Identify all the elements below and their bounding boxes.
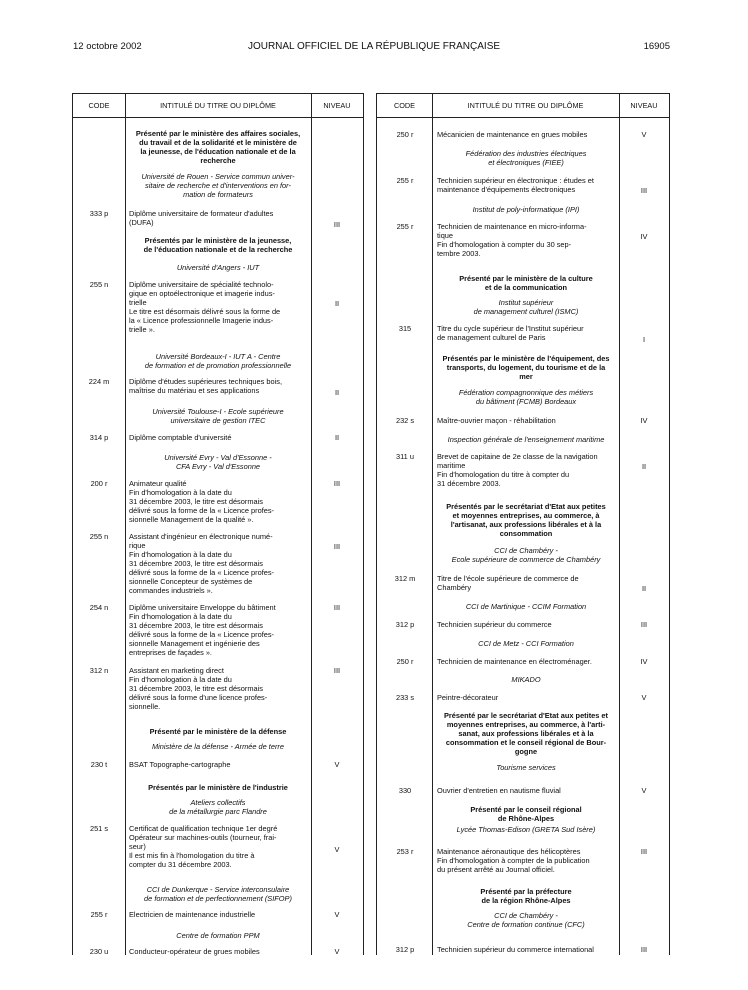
table-header xyxy=(73,93,363,118)
title-name: Diplôme comptable d'université xyxy=(129,433,232,442)
title-name: Brevet de capitaine de 2e classe de la navigation maritime Fin d'homologation du titre à compter du 31 décembre 2003. xyxy=(437,452,598,488)
organisation: CCI de Martinique - CCIM Formation xyxy=(465,602,587,611)
organisation: Lycée Thomas-Edison (GRETA Sud Isère) xyxy=(456,825,596,834)
organisation: CCI de Chambéry - Centre de formation continue (CFC) xyxy=(467,911,585,929)
column-divider xyxy=(619,93,620,955)
title-code: 250 r xyxy=(396,657,414,666)
section-heading: Présenté par la préfecture de la région Rhône-Alpes xyxy=(480,887,572,905)
section-heading: Présenté par le ministère des affaires sociales, du travail et de la solidarité et le ministère de la jeunesse, de l'éducation nationale et de la recherche xyxy=(135,129,301,165)
table-header xyxy=(377,93,669,118)
title-name: Maître-ouvrier maçon - réhabilitation xyxy=(437,416,556,425)
title-code: 255 n xyxy=(89,532,109,541)
col-title-header: INTITULÉ DU TITRE OU DIPLÔME xyxy=(160,101,276,110)
title-level: III xyxy=(640,186,648,195)
title-code: 250 r xyxy=(396,130,414,139)
page-number: 16905 xyxy=(643,41,670,52)
title-name: Electricien de maintenance industrielle xyxy=(129,910,256,919)
title-level: IV xyxy=(640,657,648,666)
title-code: 251 s xyxy=(89,824,109,833)
title-name: BSAT Topographe-cartographe xyxy=(129,760,231,769)
section-heading: Présentés par le ministère de l'équipement, des transports, du logement, du tourisme et de la mer xyxy=(442,354,610,381)
title-name: Diplôme universitaire de formateur d'adultes (DUFA) xyxy=(129,209,274,227)
title-name: Peintre-décorateur xyxy=(437,693,499,702)
title-name: Animateur qualité Fin d'homologation à la date du 31 décembre 2003, le titre est désormais délivré sous la forme de la « Licence profes- sionnelle Management de la qualité ». xyxy=(129,479,275,524)
title-name: Assistant en marketing direct Fin d'homologation à la date du 31 décembre 2003, le titre est désormais délivré sous la forme d'une licence profes- sionnelle. xyxy=(129,666,268,711)
title-name: Technicien supérieur du commerce xyxy=(437,620,552,629)
title-name: Certificat de qualification technique 1er degré Opérateur sur machines-outils (tourneur, frai- seur) Il est mis fin à l'homologation du titre à compter du 31 décembre 2003. xyxy=(129,824,278,869)
section-heading: Présenté par le ministère de la culture et de la communication xyxy=(459,274,593,292)
title-name: Diplôme universitaire Enveloppe du bâtiment Fin d'homologation à la date du 31 décembre 2003, le titre est désormais délivré sous la forme de la « Licence profes- sionnelle Management et ingénierie des entreprises de façades ». xyxy=(129,603,276,657)
title-code: 312 m xyxy=(394,574,416,583)
title-name: Titre du cycle supérieur de l'Institut supérieur de management culturel de Paris xyxy=(437,324,584,342)
title-code: 255 r xyxy=(90,910,108,919)
title-level: II xyxy=(334,299,340,308)
left-table xyxy=(72,93,364,955)
title-code: 233 s xyxy=(395,693,415,702)
column-divider xyxy=(432,93,433,955)
organisation: Fédération compagnonnique des métiers du bâtiment (FCMB) Bordeaux xyxy=(458,388,594,406)
title-level: V xyxy=(334,760,340,769)
title-code: 224 m xyxy=(88,377,110,386)
right-table xyxy=(376,93,670,955)
organisation: Université Bordeaux-I - IUT A - Centre de formation et de promotion professionnelle xyxy=(144,352,292,370)
title-level: V xyxy=(334,910,340,919)
col-title-header: INTITULÉ DU TITRE OU DIPLÔME xyxy=(467,101,584,110)
section-heading: Présentés par le ministère de l'industrie xyxy=(148,783,288,792)
title-level: V xyxy=(334,845,340,854)
title-name: Conducteur-opérateur de grues mobiles xyxy=(129,947,260,956)
title-code: 315 xyxy=(398,324,412,333)
title-code: 312 p xyxy=(395,620,415,629)
title-code: 254 n xyxy=(89,603,109,612)
title-level: I xyxy=(642,335,646,344)
section-heading: Présentés par le secrétariat d'Etat aux petites et moyennes entreprises, au commerce, à l'artisanat, aux professions libérales et à la consommation xyxy=(446,502,606,538)
section-heading: Présenté par le secrétariat d'Etat aux petites et moyennes entreprises, au commerce, à l'arti- sanat, aux professions libérales et à la consommation et le conseil régional de Bour- gogne xyxy=(443,711,608,756)
title-level: III xyxy=(333,220,341,229)
title-name: Technicien de maintenance en micro-informa- tique Fin d'homologation à compter du 30 sep- tembre 2003. xyxy=(437,222,587,258)
organisation: Tourisme services xyxy=(496,763,556,772)
section-heading: Présentés par le ministère de la jeunesse, de l'éducation nationale et de la recherche xyxy=(143,236,293,254)
section-heading: Présenté par le ministère de la défense xyxy=(149,727,287,736)
organisation: CCI de Dunkerque - Service interconsulaire de formation et de perfectionnement (SIFOP) xyxy=(144,885,292,903)
title-level: V xyxy=(334,947,340,956)
title-name: Diplôme d'études supérieures techniques bois, maîtrise du matériau et ses applications xyxy=(129,377,283,395)
col-code-header: CODE xyxy=(88,101,110,110)
title-code: 230 u xyxy=(89,947,109,956)
organisation: Ateliers collectifs de la métallurgie parc Flandre xyxy=(169,798,267,816)
organisation: Fédération des industries électriques et électroniques (FIEE) xyxy=(465,149,587,167)
title-code: 255 r xyxy=(396,222,414,231)
title-code: 200 r xyxy=(90,479,108,488)
organisation: Institut supérieur de management culturel (ISMC) xyxy=(473,298,579,316)
title-code: 253 r xyxy=(396,847,414,856)
col-level-header: NIVEAU xyxy=(630,101,658,110)
title-level: IV xyxy=(640,232,648,241)
title-name: Maintenance aéronautique des hélicoptères Fin d'homologation à compter de la publication du présent arrêté au Journal officiel. xyxy=(437,847,590,874)
title-name: Titre de l'école supérieure de commerce de Chambéry xyxy=(437,574,579,592)
title-level: III xyxy=(333,603,341,612)
title-level: III xyxy=(640,620,648,629)
title-level: III xyxy=(333,666,341,675)
title-code: 312 n xyxy=(89,666,109,675)
organisation: Ministère de la défense - Armée de terre xyxy=(152,742,284,751)
col-code-header: CODE xyxy=(393,101,416,110)
title-level: II xyxy=(334,388,340,397)
title-name: Assistant d'ingénieur en électronique numé- rique Fin d'homologation à la date du 31 décembre 2003, le titre est désormais délivré sous la forme de la « Licence profes- sionnelle Concepteur de systèmes de commandes industriels ». xyxy=(129,532,275,595)
column-divider xyxy=(125,93,126,955)
title-level: V xyxy=(641,693,647,702)
title-level: V xyxy=(641,130,647,139)
title-code: 255 r xyxy=(396,176,414,185)
title-level: V xyxy=(641,786,647,795)
organisation: CCI de Metz - CCI Formation xyxy=(478,639,574,648)
title-code: 255 n xyxy=(89,280,109,289)
title-name: Technicien de maintenance en électroménager. xyxy=(437,657,592,666)
title-level: II xyxy=(641,584,647,593)
title-code: 314 p xyxy=(89,433,109,442)
title-code: 333 p xyxy=(89,209,109,218)
title-level: III xyxy=(640,945,648,954)
journal-title: JOURNAL OFFICIEL DE LA RÉPUBLIQUE FRANÇAISE xyxy=(247,41,501,52)
title-level: III xyxy=(640,847,648,856)
title-level: IV xyxy=(640,416,648,425)
organisation: Centre de formation PPM xyxy=(176,931,260,940)
title-level: II xyxy=(334,433,340,442)
organisation: Inspection générale de l'enseignement maritime xyxy=(447,435,605,444)
organisation: MIKADO xyxy=(511,675,541,684)
title-code: 230 t xyxy=(90,760,108,769)
title-name: Technicien supérieur du commerce international xyxy=(437,945,594,954)
title-level: II xyxy=(641,462,647,471)
section-heading: Présenté par le conseil régional de Rhône-Alpes xyxy=(470,805,582,823)
title-code: 330 xyxy=(398,786,412,795)
organisation: Université de Rouen - Service commun univer- sitaire de recherche et d'interventions en for- mation de formateurs xyxy=(141,172,295,199)
col-level-header: NIVEAU xyxy=(323,101,351,110)
title-name: Mécanicien de maintenance en grues mobiles xyxy=(437,130,588,139)
title-name: Ouvrier d'entretien en nautisme fluvial xyxy=(437,786,561,795)
title-code: 311 u xyxy=(396,452,414,461)
title-level: III xyxy=(333,479,341,488)
title-code: 232 s xyxy=(395,416,415,425)
organisation: Institut de poly-informatique (IPI) xyxy=(472,205,580,214)
organisation: CCI de Chambéry - Ecole supérieure de commerce de Chambéry xyxy=(451,546,601,564)
organisation: Université d'Angers - IUT xyxy=(176,263,260,272)
organisation: Université Toulouse-I - Ecole supérieure universitaire de gestion ITEC xyxy=(152,407,284,425)
title-name: Diplôme universitaire de spécialité technolo- gique en optoélectronique et imagerie indus- trielle Le titre est désormais délivré sous la forme de la « Licence professionnelle Imagerie indus- trielle ». xyxy=(129,280,281,334)
issue-date: 12 octobre 2002 xyxy=(73,41,142,52)
title-name: Technicien supérieur en électronique : études et maintenance d'équipements électroniques xyxy=(437,176,594,194)
title-level: III xyxy=(333,542,341,551)
title-code: 312 p xyxy=(395,945,415,954)
organisation: Université Evry - Val d'Essonne - CFA Evry - Val d'Essonne xyxy=(164,453,272,471)
